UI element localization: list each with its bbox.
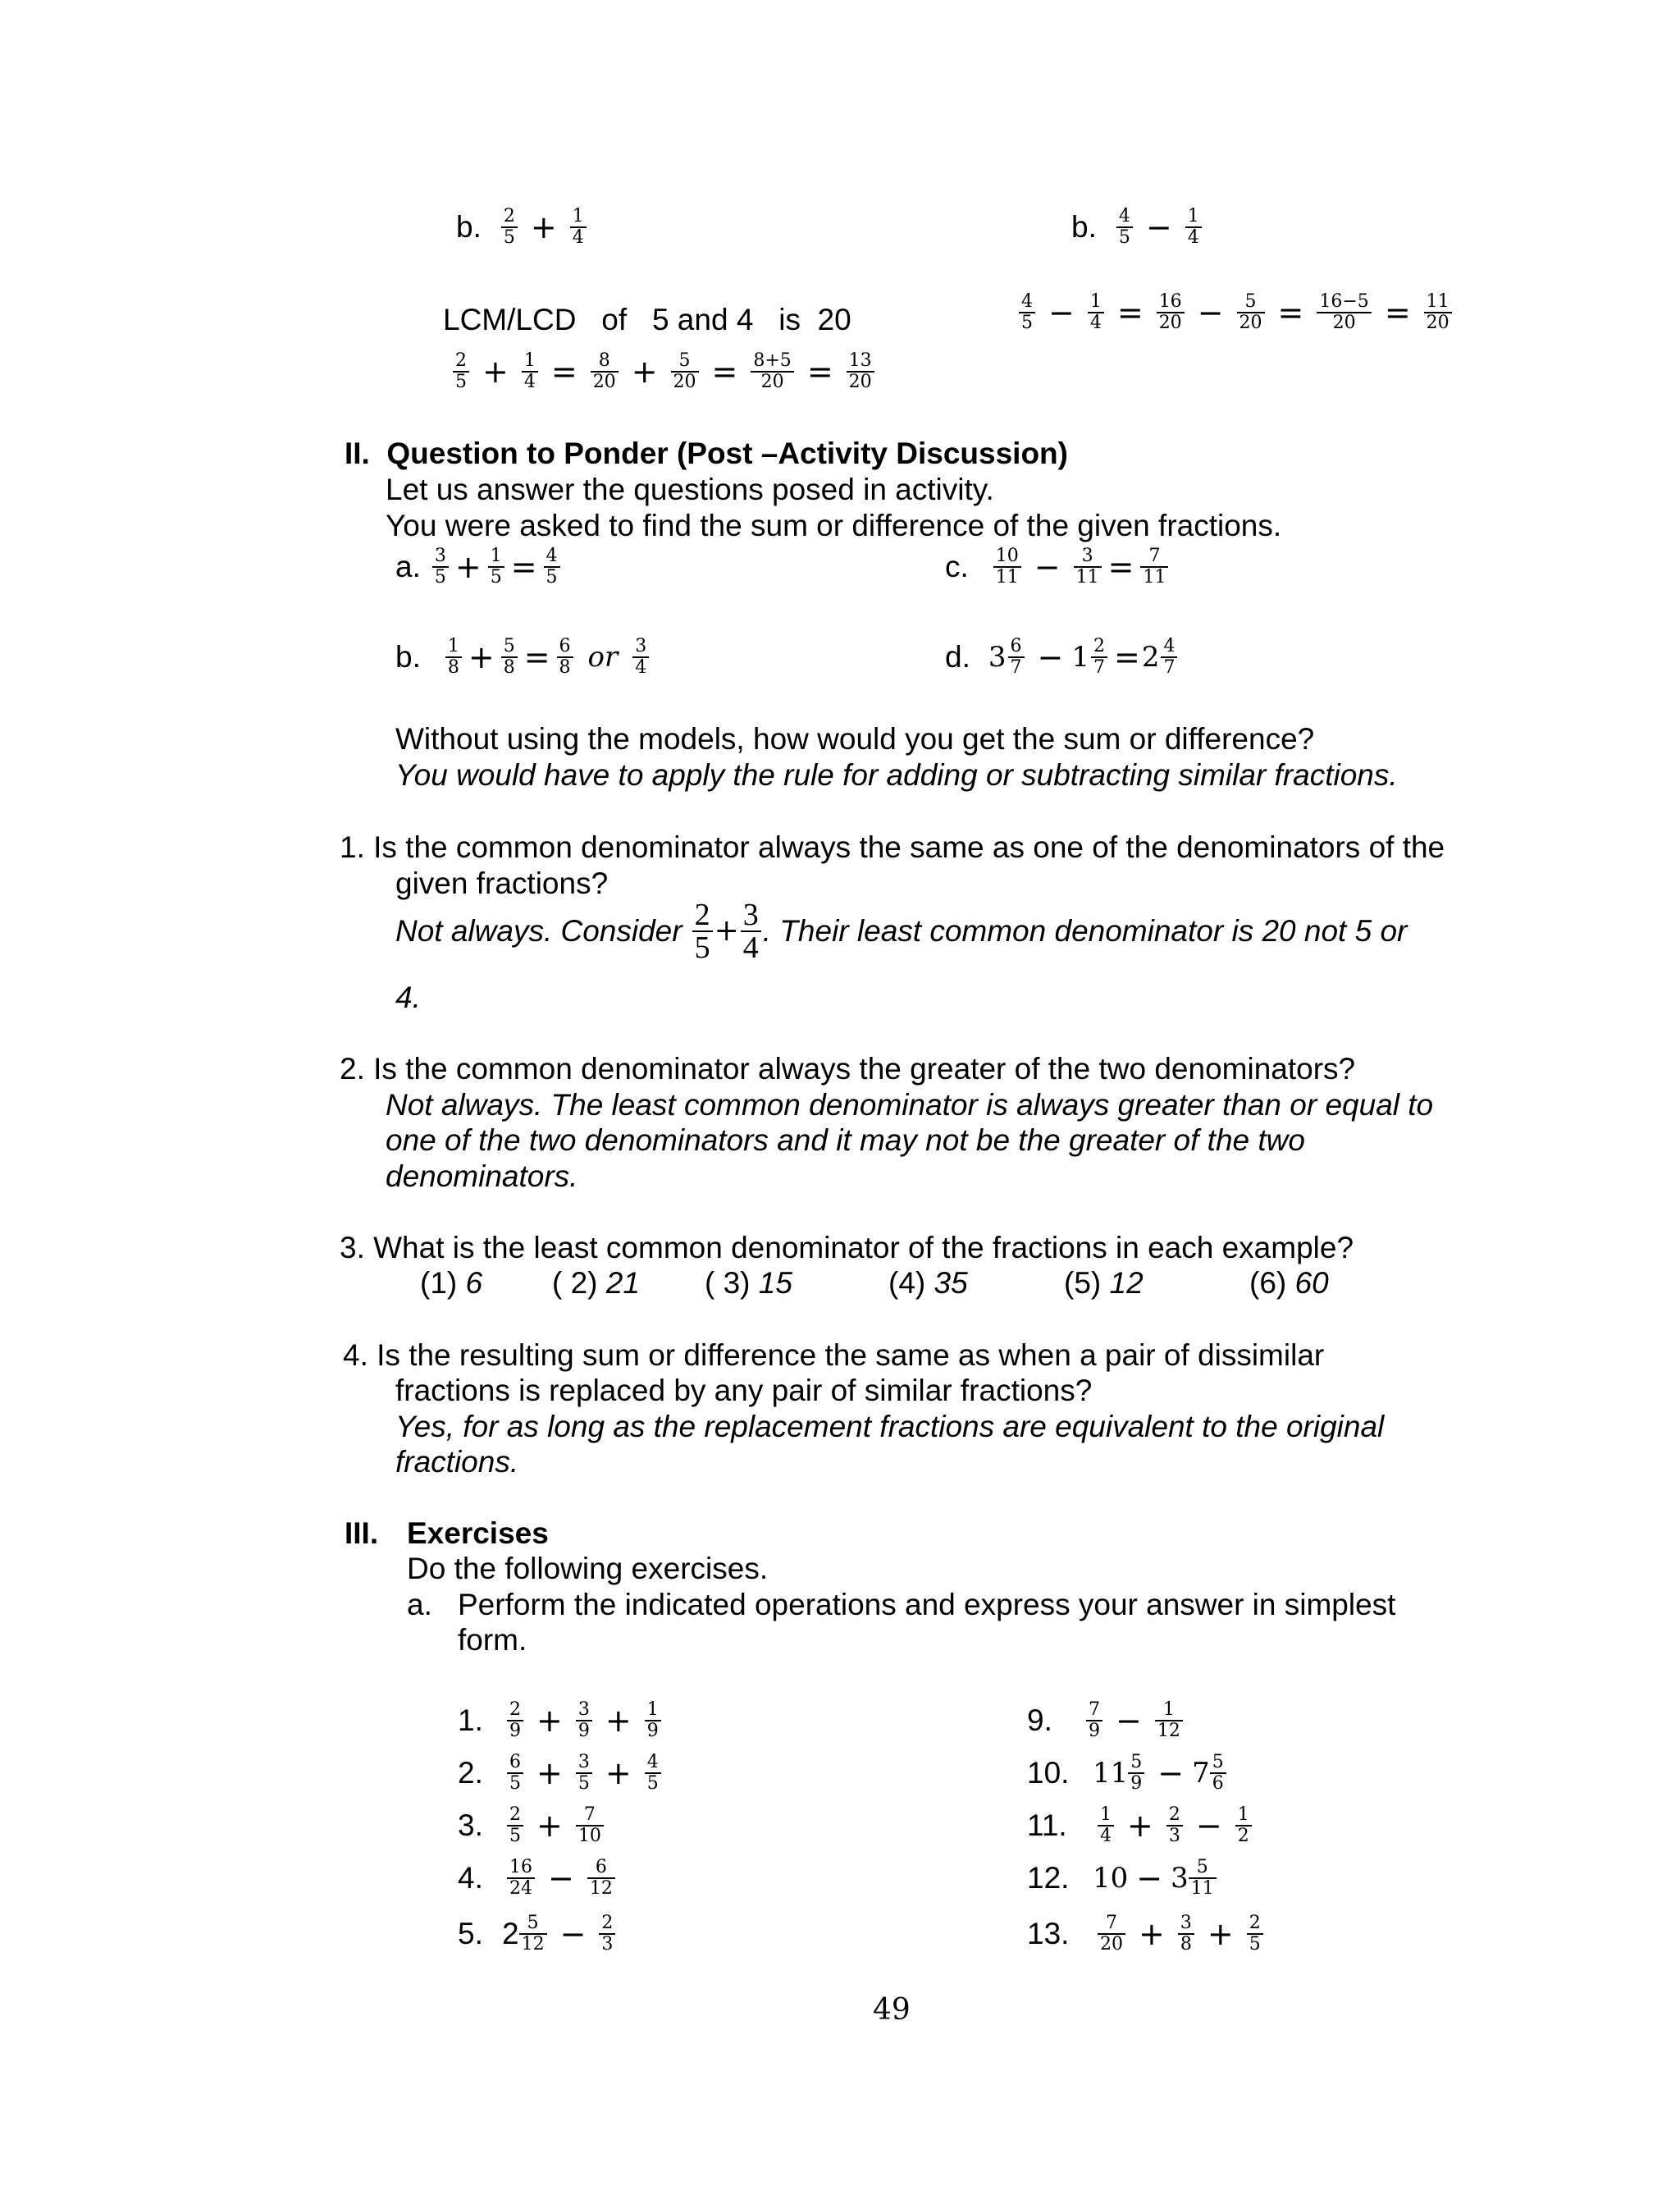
exercise-number: 12. (1027, 1861, 1070, 1895)
exercise-11 (1027, 1805, 1257, 1846)
operator: + (1139, 1916, 1165, 1952)
answer-1 (395, 899, 1407, 963)
fraction: $\frac{7}{11}$ (1140, 546, 1168, 588)
operator: − (1136, 1860, 1163, 1896)
fraction: $\frac{1}{2}$ (1235, 1805, 1252, 1846)
operator: + (631, 354, 658, 390)
fraction: $\frac{6}{7}$ (1008, 637, 1025, 678)
whole-number: 1 (1071, 641, 1089, 674)
operator: − (559, 1916, 587, 1952)
exercise-number: 9. (1027, 1703, 1052, 1737)
equals: = (510, 549, 537, 585)
operator: − (1116, 1703, 1142, 1739)
exercise-number: 11. (1027, 1808, 1067, 1842)
equals: = (523, 639, 550, 675)
top-right-expression (1071, 207, 1207, 248)
example-d (945, 637, 1182, 678)
operator: + (1127, 1808, 1153, 1844)
fraction: $\frac{8+5}{20}$ (751, 351, 793, 392)
fraction: $\frac{10}{11}$ (993, 546, 1021, 588)
exercise-number: 2. (458, 1756, 483, 1790)
fraction: $\frac{2}{9}$ (507, 1700, 523, 1741)
fraction: $\frac{6}{12}$ (587, 1858, 615, 1899)
operator: + (714, 914, 739, 948)
right-work-equation (1014, 292, 1457, 333)
section-heading: Exercises (407, 1516, 549, 1550)
answer-4: Yes, for as long as the replacement fractions are equivalent to the original (395, 1410, 1385, 1443)
equals: = (806, 354, 833, 390)
fraction: $\frac{3}{4}$ (632, 637, 649, 678)
fraction: $\frac{5}{20}$ (1237, 292, 1265, 333)
whole-number: 2 (1141, 641, 1160, 674)
lcm-text: LCM/LCD of 5 and 4 is 20 (443, 303, 851, 336)
paragraph: Without using the models, how would you get the sum or difference? (395, 722, 1315, 756)
paragraph: Let us answer the questions posed in activity. (386, 473, 994, 506)
whole-number: 10 (1093, 1862, 1129, 1895)
operator: − (1197, 295, 1224, 331)
fraction: $\frac{1}{5}$ (488, 546, 504, 588)
operator: + (530, 209, 557, 245)
exercise-1 (458, 1700, 666, 1741)
fraction: $\frac{5}{12}$ (519, 1913, 547, 1955)
exercise-3 (458, 1805, 609, 1846)
fraction: $\frac{7}{20}$ (1098, 1913, 1125, 1955)
lcd-answer: (1) 6 (420, 1266, 483, 1300)
exercise-number: 3. (458, 1808, 483, 1842)
operator: + (482, 354, 509, 390)
fraction: $\frac{1}{12}$ (1155, 1700, 1183, 1741)
operator: + (605, 1703, 632, 1739)
answer-1-end: 4. (395, 981, 421, 1014)
fraction: $\frac{2}{3}$ (1166, 1805, 1183, 1846)
fraction: $\frac{2}{5}$ (507, 1805, 523, 1846)
fraction: $\frac{3}{5}$ (576, 1753, 592, 1794)
answer-text: Not always. Consider (395, 914, 682, 948)
exercise-number: 4. (458, 1861, 483, 1895)
fraction: $\frac{16-5}{20}$ (1317, 292, 1371, 333)
or-text: or (587, 641, 619, 674)
fraction: $\frac{2}{3}$ (599, 1913, 615, 1955)
exercise-10 (1027, 1753, 1231, 1794)
operator: − (1157, 1755, 1185, 1791)
left-work-equation (448, 351, 879, 392)
lcd-answer: ( 3) 15 (705, 1266, 792, 1300)
question-1: 1. Is the common denominator always the same as one of the denominators of the (340, 830, 1445, 864)
answer-text: . Their least common denominator is 20 not 5 or (762, 914, 1408, 948)
question-3: 3. What is the least common denominator of the fractions in each example? (340, 1231, 1354, 1264)
fraction: $\frac{6}{8}$ (557, 637, 573, 678)
fraction: $\frac{4}{5}$ (1116, 207, 1133, 248)
item-label: a. (407, 1588, 432, 1621)
fraction: $\frac{3}{9}$ (576, 1700, 592, 1741)
paragraph: Do the following exercises. (407, 1552, 769, 1585)
fraction: $\frac{2}{5}$ (501, 207, 518, 248)
fraction: $\frac{4}{7}$ (1161, 637, 1177, 678)
fraction: $\frac{1}{4}$ (522, 351, 538, 392)
fraction: $\frac{2}{5}$ (692, 899, 713, 963)
equals: = (1384, 295, 1411, 331)
whole-number: 11 (1093, 1757, 1129, 1790)
fraction: $\frac{1}{9}$ (645, 1700, 661, 1741)
fraction: $\frac{13}{20}$ (847, 351, 874, 392)
lcd-answer: (4) 35 (888, 1266, 968, 1300)
fraction: $\frac{4}{5}$ (1019, 292, 1035, 333)
operator: + (454, 549, 482, 585)
whole-number: 7 (1192, 1757, 1210, 1790)
answer-4: fractions. (395, 1445, 519, 1479)
operator: + (536, 1755, 563, 1791)
example-a (395, 546, 565, 588)
equals: = (1277, 295, 1304, 331)
page-number: 49 (873, 1993, 911, 2027)
fraction: $\frac{1}{4}$ (1098, 1805, 1114, 1846)
answer: You would have to apply the rule for adding or subtracting similar fractions. (395, 758, 1398, 792)
fraction: $\frac{4}{5}$ (645, 1753, 661, 1794)
whole-number: 3 (988, 641, 1007, 674)
operator: + (605, 1755, 632, 1791)
fraction: $\frac{2}{5}$ (1247, 1913, 1263, 1955)
answer-2: one of the two denominators and it may not be the greater of the two (386, 1123, 1305, 1157)
fraction: $\frac{1}{8}$ (445, 637, 462, 678)
operator: − (1034, 549, 1061, 585)
operator: + (536, 1703, 563, 1739)
operator: − (1037, 639, 1064, 675)
operator: + (536, 1808, 563, 1844)
operator: + (1207, 1916, 1234, 1952)
exercise-12 (1027, 1858, 1221, 1899)
item-label: a. (395, 550, 421, 583)
fraction: $\frac{11}{20}$ (1424, 292, 1452, 333)
operator: − (548, 1860, 574, 1896)
paragraph: Perform the indicated operations and express your answer in simplest (458, 1588, 1396, 1621)
equals: = (550, 354, 578, 390)
fraction: $\frac{5}{6}$ (1210, 1753, 1226, 1794)
equals: = (1116, 295, 1144, 331)
fraction: $\frac{8}{20}$ (591, 351, 619, 392)
fraction: $\frac{5}{9}$ (1128, 1753, 1144, 1794)
fraction: $\frac{7}{10}$ (576, 1805, 604, 1846)
paragraph: form. (458, 1623, 527, 1657)
fraction: $\frac{16}{24}$ (507, 1858, 535, 1899)
item-label: c. (945, 550, 969, 583)
fraction: $\frac{5}{8}$ (501, 637, 518, 678)
question-4-cont: fractions is replaced by any pair of similar fractions? (395, 1374, 1093, 1407)
fraction: $\frac{3}{8}$ (1178, 1913, 1194, 1955)
equals: = (1113, 639, 1140, 675)
fraction: $\frac{5}{11}$ (1189, 1858, 1217, 1899)
whole-number: 2 (502, 1917, 519, 1950)
fraction: $\frac{5}{20}$ (671, 351, 699, 392)
example-b (395, 637, 654, 678)
exercise-13 (1027, 1913, 1268, 1955)
fraction: $\frac{3}{5}$ (432, 546, 449, 588)
lcd-answer: (5) 12 (1064, 1266, 1144, 1300)
fraction: $\frac{16}{20}$ (1157, 292, 1185, 333)
fraction: $\frac{3}{4}$ (741, 899, 761, 963)
exercise-2 (458, 1753, 666, 1794)
fraction: $\frac{2}{5}$ (453, 351, 469, 392)
item-label: d. (945, 640, 970, 674)
item-label: b. (395, 640, 421, 674)
operator: − (1195, 1808, 1222, 1844)
example-c (945, 546, 1173, 588)
operator: − (1145, 209, 1172, 245)
section-heading: II. Question to Ponder (Post –Activity Discussion) (345, 437, 1068, 470)
exercise-4 (458, 1858, 620, 1899)
exercise-number: 5. (458, 1917, 483, 1950)
fraction: $\frac{4}{5}$ (544, 546, 560, 588)
item-label: b. (1071, 210, 1097, 244)
exercise-number: 13. (1027, 1917, 1070, 1950)
lcd-answer: ( 2) 21 (552, 1266, 640, 1300)
equals: = (711, 354, 738, 390)
fraction: $\frac{1}{4}$ (1088, 292, 1104, 333)
operator: − (1048, 295, 1075, 331)
paragraph: You were asked to find the sum or difference of the given fractions. (386, 509, 1282, 542)
exercise-5 (458, 1913, 620, 1955)
operator: + (468, 639, 495, 675)
fraction: $\frac{7}{9}$ (1086, 1700, 1102, 1741)
question-4: 4. Is the resulting sum or difference the same as when a pair of dissimilar (343, 1338, 1325, 1372)
fraction: $\frac{1}{4}$ (1185, 207, 1202, 248)
answer-2: denominators. (386, 1159, 578, 1193)
answer-2: Not always. The least common denominator is always greater than or equal to (386, 1088, 1434, 1122)
fraction: $\frac{6}{5}$ (507, 1753, 523, 1794)
fraction: $\frac{3}{11}$ (1074, 546, 1102, 588)
exercise-number: 10. (1027, 1756, 1070, 1790)
fraction: $\frac{2}{7}$ (1091, 637, 1107, 678)
lcd-answer: (6) 60 (1249, 1266, 1329, 1300)
exercise-9 (1027, 1700, 1188, 1741)
item-label: b. (456, 210, 482, 244)
fraction: $\frac{1}{4}$ (570, 207, 587, 248)
top-left-expression (456, 207, 591, 248)
exercise-number: 1. (458, 1703, 483, 1737)
section-number: III. (345, 1516, 379, 1550)
question-1-cont: given fractions? (395, 866, 609, 900)
question-2: 2. Is the common denominator always the greater of the two denominators? (340, 1052, 1356, 1086)
whole-number: 3 (1171, 1862, 1189, 1895)
equals: = (1107, 549, 1134, 585)
